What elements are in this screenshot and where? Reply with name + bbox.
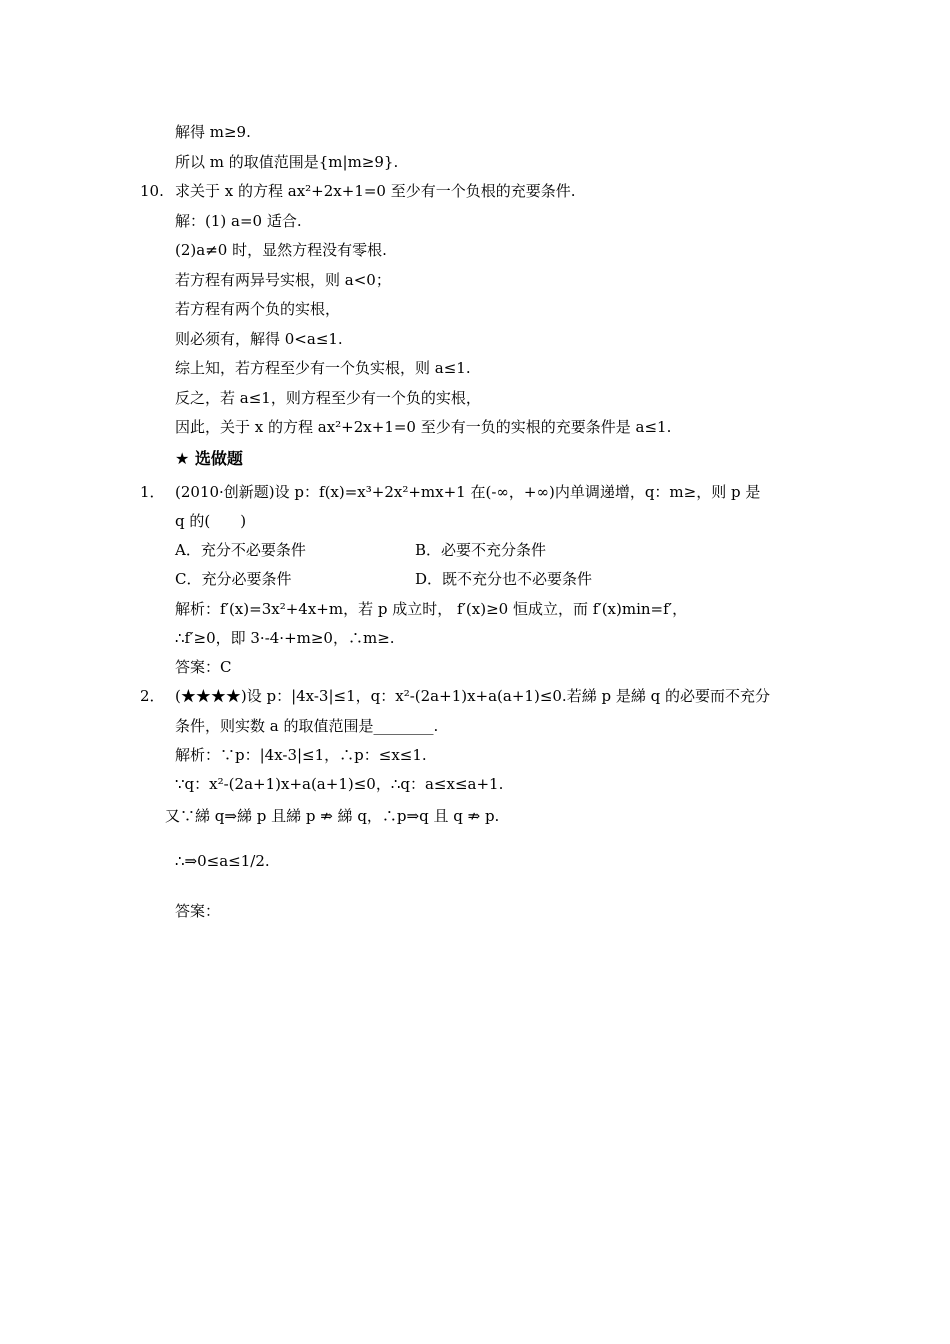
- analysis-1-line-1: 解析：f′(x)=3x²+4x+m，若 p 成立时， f′(x)≥0 恒成立，而 f′(x)min=f′，: [175, 600, 688, 618]
- problem-10-statement: 求关于 x 的方程 ax²+2x+1=0 至少有一个负根的充要条件.: [175, 182, 576, 200]
- option-c: C．充分必要条件: [175, 570, 292, 588]
- problem-1-statement-cont: q 的( ): [175, 512, 247, 530]
- analysis-2-line-1: 解析：∵p：|4x-3|≤1，∴p：≤x≤1.: [175, 746, 427, 764]
- analysis-2-line-2: ∵q：x²-(2a+1)x+a(a+1)≤0，∴q：a≤x≤a+1.: [175, 775, 504, 793]
- answer-1: 答案：C: [175, 658, 232, 676]
- solution-step-3: 若方程有两异号实根，则 a<0；: [175, 271, 391, 289]
- solution-step-6: 综上知，若方程至少有一个负实根，则 a≤1.: [175, 359, 471, 377]
- problem-number-1: 1．: [140, 483, 165, 501]
- problem-number-10: 10.: [140, 182, 164, 200]
- analysis-2-line-3: 又∵綈 q⇒綈 p 且綈 p ⇏ 綈 q，∴p⇒q 且 q ⇏ p.: [165, 807, 500, 825]
- solution-step-1: 解：(1) a=0 适合.: [175, 212, 302, 230]
- answer-2: 答案：: [175, 902, 221, 920]
- problem-1-statement: (2010·创新题)设 p：f(x)=x³+2x²+mx+1 在(-∞，+∞)内单调递增，q：m≥，则 p 是: [175, 483, 761, 501]
- solution-conclusion: 因此，关于 x 的方程 ax²+2x+1=0 至少有一负的实根的充要条件是 a≤1.: [175, 418, 672, 436]
- option-d: D．既不充分也不必要条件: [415, 570, 593, 588]
- problem-2-statement: (★★★★)设 p：|4x-3|≤1，q：x²-(2a+1)x+a(a+1)≤0.若綈 p 是綈 q 的必要而不充分: [175, 687, 770, 705]
- problem-number-2: 2．: [140, 687, 165, 705]
- option-b: B．必要不充分条件: [415, 541, 547, 559]
- solution-step-5: 则必须有，解得 0<a≤1.: [175, 330, 343, 348]
- line-solve-m: 解得 m≥9.: [175, 123, 251, 141]
- problem-2-statement-cont: 条件，则实数 a 的取值范围是________.: [175, 717, 439, 735]
- option-a: A．充分不必要条件: [175, 541, 306, 559]
- analysis-2-line-4: ∴⇒0≤a≤1/2.: [175, 852, 270, 870]
- analysis-1-line-2: ∴f′≥0，即 3·-4·+m≥0，∴m≥.: [175, 629, 395, 647]
- solution-step-2: (2)a≠0 时，显然方程没有零根.: [175, 241, 387, 259]
- line-m-range: 所以 m 的取值范围是{m|m≥9}.: [175, 153, 399, 171]
- solution-step-7: 反之，若 a≤1，则方程至少有一个负的实根，: [175, 389, 481, 407]
- solution-step-4: 若方程有两个负的实根，: [175, 300, 341, 318]
- section-heading-optional: ★ 选做题: [175, 449, 243, 468]
